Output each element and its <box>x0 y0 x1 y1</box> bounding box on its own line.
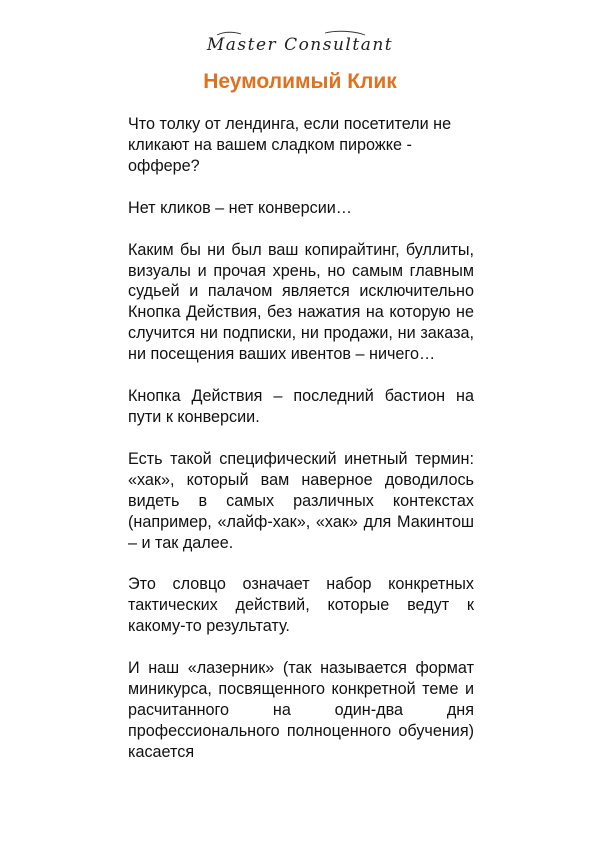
page-title: Неумолимый Клик <box>203 70 397 93</box>
paragraph-5: Есть такой специфический инетный термин: «хак», который вам наверное доводилось видеть в самых различных контекстах (например, «лайф-хак», «хак» для Макинтош – и так далее. <box>128 449 474 552</box>
paragraph-4: Кнопка Действия – последний бастион на пути к конверсии. <box>128 387 474 426</box>
paragraph-6: Это словцо означает набор конкретных тактических действий, которые ведут к какому-то результату. <box>128 575 474 636</box>
logo-signature-text: Master Consultant <box>206 35 394 55</box>
document-body <box>128 114 474 784</box>
paragraph-7: И наш «лазерник» (так называется формат миникурса, посвященного конкретной теме и расчитанного на один-два дня профессионального полноценного обучения) касается <box>128 659 474 761</box>
logo-signature <box>0 26 600 60</box>
paragraph-3: Каким бы ни был ваш копирайтинг, буллиты, визуалы и прочая хрень, но самым главным судьей и палачом является исключительно Кнопка Действия, без нажатия на которую не случится ни подписки, ни продажи, ни заказа, ни посещения ваших ивентов – ничего… <box>128 240 474 364</box>
paragraph-2: Нет кликов – нет конверсии… <box>128 198 352 217</box>
paragraph-1: Что толку от лендинга, если посетители не кликают на вашем сладком пирожке - оффере? <box>128 115 452 175</box>
signature-logo-icon <box>205 26 395 60</box>
